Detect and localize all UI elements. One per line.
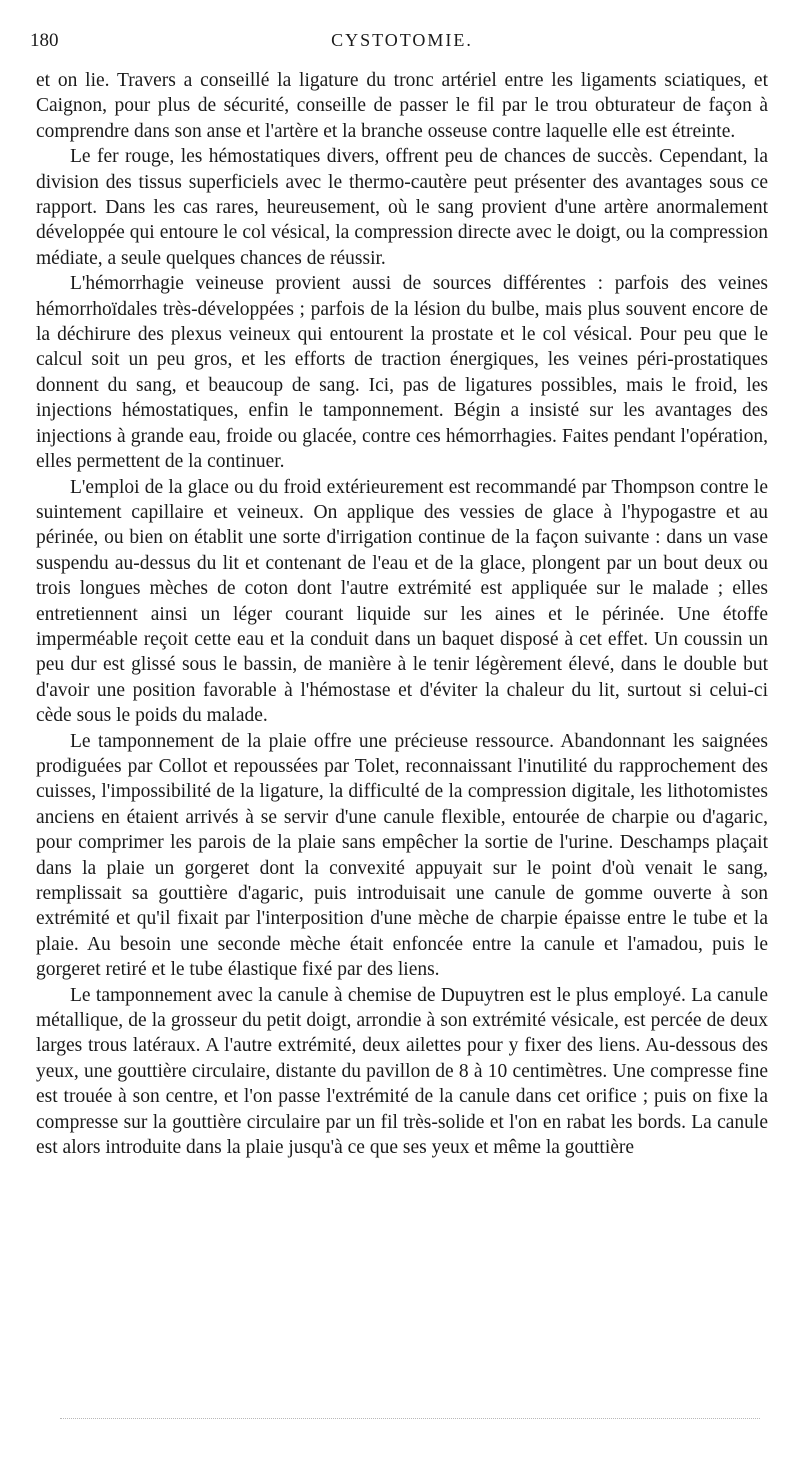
paragraph-fer-rouge: Le fer rouge, les hémostatiques divers, offrent peu de chances de succès. Cependant, la division des tissus superficiels avec le thermo-cautère peut présenter des avantages sous ce rapport. Dans les cas rares, heureusement, où le sang provient d'une artère anormalement développée qui entoure le col vésical, la compression directe avec le doigt, ou la compression médiate, a seule quelques chances de réussir. [36, 146, 768, 269]
paragraph-tamponnement-plaie: Le tamponnement de la plaie offre une précieuse ressource. Abandonnant les saignées prodiguées par Collot et repoussées par Tolet, reconnaissant l'inutilité du rapprochement des cuisses, l'impossibilité de la ligature, la difficulté de la compression digitale, les lithotomistes anciens en étaient arrivés à se servir d'une canule flexible, entourée de charpie ou d'agaric, pour comprimer les parois de la plaie sans empêcher la sortie de l'urine. Deschamps plaçait dans la plaie un gorgeret dont la convexité appuyait sur le point d'où venait le sang, remplissait sa gouttière d'agaric, puis introduisait une canule de gomme ouverte à son extrémité et qu'il fixait par l'interposition d'une mèche de charpie épaisse entre le tube et la plaie. Au besoin une seconde mèche était enfoncée entre la canule et l'amadou, puis le gorgeret retiré et le tube élastique fixé par des liens. [36, 730, 768, 981]
footer-divider [60, 1418, 760, 1419]
running-title: CYSTOTOMIE. [331, 30, 473, 50]
paragraph-hemorrhagie-veineuse: L'hémorrhagie veineuse provient aussi de sources différentes : parfois des veines hémorrhoïdales très-développées ; parfois de la lésion du bulbe, mais plus souvent encore de la déchirure des plexus veineux qui entourent la prostate et le col vésical. Pour peu que le calcul soit un peu gros, et les efforts de traction énergiques, les veines péri-prostatiques donnent du sang, et beaucoup de sang. Ici, pas de ligatures possibles, mais le froid, les injections hémostatiques, enfin le tamponnement. Bégin a insisté sur les avantages des injections à grande eau, froide ou glacée, contre ces hémorrhagies. Faites pendant l'opération, elles permettent de la continuer. [36, 273, 768, 473]
paragraph-canule-dupuytren: Le tamponnement avec la canule à chemise de Dupuytren est le plus employé. La canule métallique, de la grosseur du petit doigt, arrondie à son extrémité vésicale, est percée de deux larges trous latéraux. A l'autre extrémité, deux ailettes pour y fixer des liens. Au-dessous des yeux, une gouttière circulaire, distante du pavillon de 8 à 10 centimètres. Une compresse fine est trouée à son centre, et l'on passe l'extrémité de la canule dans cet orifice ; puis on fixe la compresse sur la gouttière circulaire par un fil très-solide et l'on en rabat les bords. La canule est alors introduite dans la plaie jusqu'à ce que ses yeux et même la gouttière [36, 984, 768, 1159]
page-number: 180 [30, 30, 59, 51]
paragraph-emploi-glace: L'emploi de la glace ou du froid extérieurement est recommandé par Thompson contre le suintement capillaire et veineux. On applique des vessies de glace à l'hypogastre et au périnée, ou bien on établit une sorte d'irrigation continue de la façon suivante : dans un vase suspendu au-dessus du lit et contenant de l'eau et de la glace, plongent par un bout deux ou trois longues mèches de coton dont l'autre extrémité est appliquée sur le malade ; elles entretiennent ainsi un léger courant liquide sur les aines et le périnée. Une étoffe imperméable reçoit cette eau et la conduit dans un baquet disposé à cet effet. Un coussin un peu dur est glissé sous le bassin, de manière à le tenir légèrement élevé, dans le double but d'avoir une position favorable à l'hémostase et d'éviter la chaleur du lit, surtout si celui-ci cède sous le poids du malade. [36, 476, 768, 727]
paragraph-continuation: et on lie. Travers a conseillé la ligature du tronc artériel entre les ligaments sciatiques, et Caignon, pour plus de sécurité, conseille de passer le fil par le trou obturateur de façon à comprendre dans son anse et l'artère et la branche osseuse contre laquelle elle est étreinte. [36, 70, 768, 142]
book-page [30, 30, 768, 1160]
page-header [30, 30, 768, 58]
